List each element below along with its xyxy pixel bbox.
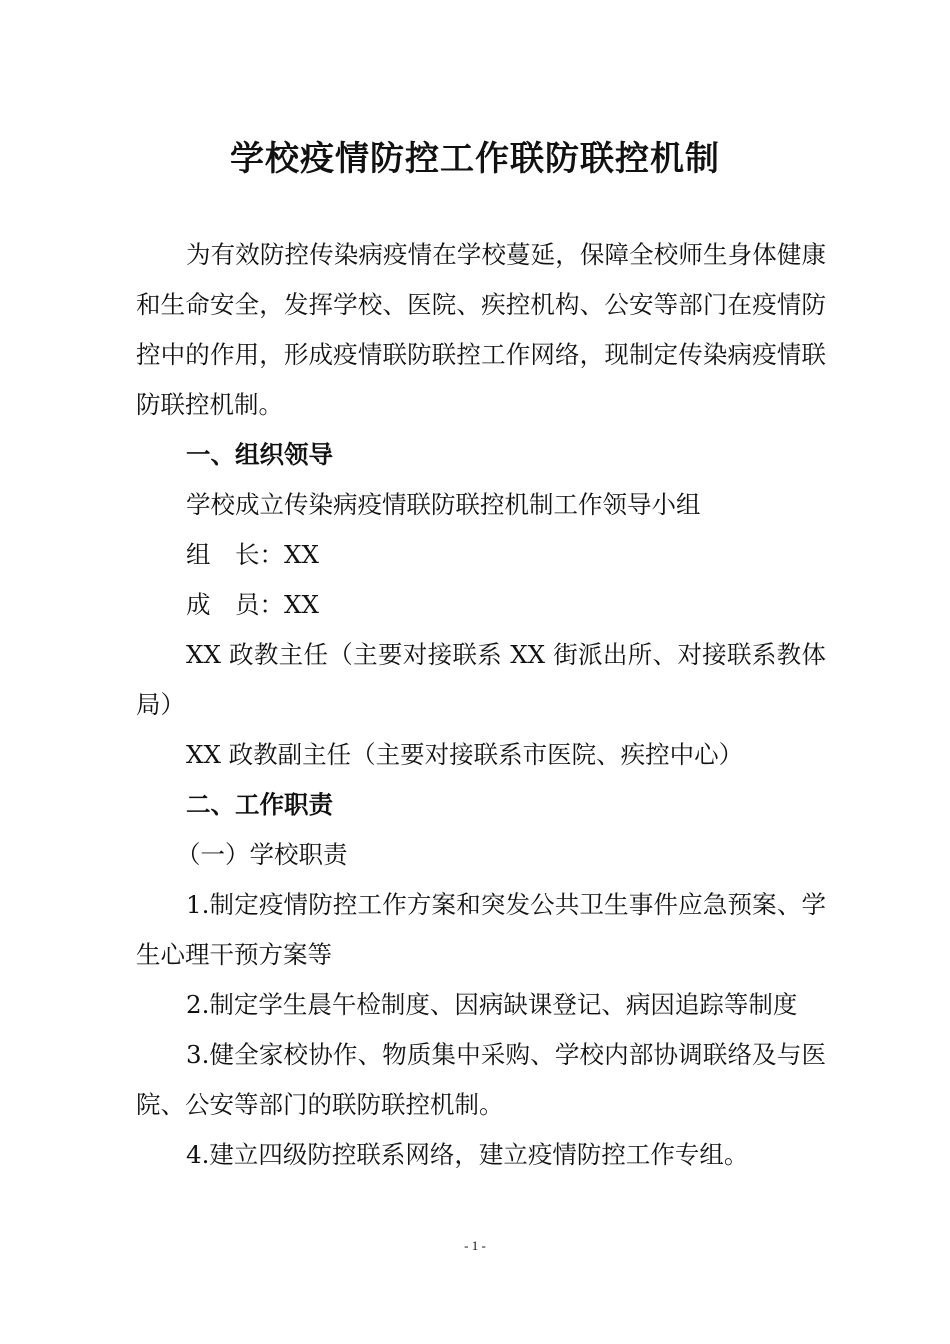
leading-group-paragraph: 学校成立传染病疫情联防联控机制工作领导小组 (186, 490, 701, 519)
subsection-heading-school-duties: （一）学校职责 (176, 840, 348, 869)
section-heading-duties: 二、工作职责 (186, 790, 333, 819)
page-number: - 1 - (464, 1238, 486, 1253)
duty-item-2: 2.制定学生晨午检制度、因病缺课登记、病因追踪等制度 (186, 990, 798, 1019)
document-title: 学校疫情防控工作联防联控机制 (230, 139, 720, 179)
section-heading-organization: 一、组织领导 (186, 440, 333, 469)
duty-item-4: 4.建立四级防控联系网络，建立疫情防控工作专组。 (186, 1140, 749, 1169)
intro-paragraph: 为有效防控传染病疫情在学校蔓延，保障全校师生身体健康和生命安全，发挥学校、医院、疾控机构、公安等部门在疫情防控中的作用，形成疫情联防联控工作网络，现制定传染病疫情联防联控机制。 (136, 240, 826, 419)
duty-item-3: 3.健全家校协作、物质集中采购、学校内部协调联络及与医院、公安等部门的联防联控机制。 (136, 1040, 826, 1119)
member-politics-deputy-director: XX 政教副主任（主要对接联系市医院、疾控中心） (186, 740, 744, 769)
duty-item-1: 1.制定疫情防控工作方案和突发公共卫生事件应急预案、学生心理干预方案等 (136, 890, 826, 969)
group-members-line: 成 员：XX (186, 590, 319, 619)
group-leader-line: 组 长：XX (186, 540, 319, 569)
member-politics-director: XX 政教主任（主要对接联系 XX 街派出所、对接联系教体局） (136, 640, 826, 719)
document-body (136, 230, 826, 1180)
